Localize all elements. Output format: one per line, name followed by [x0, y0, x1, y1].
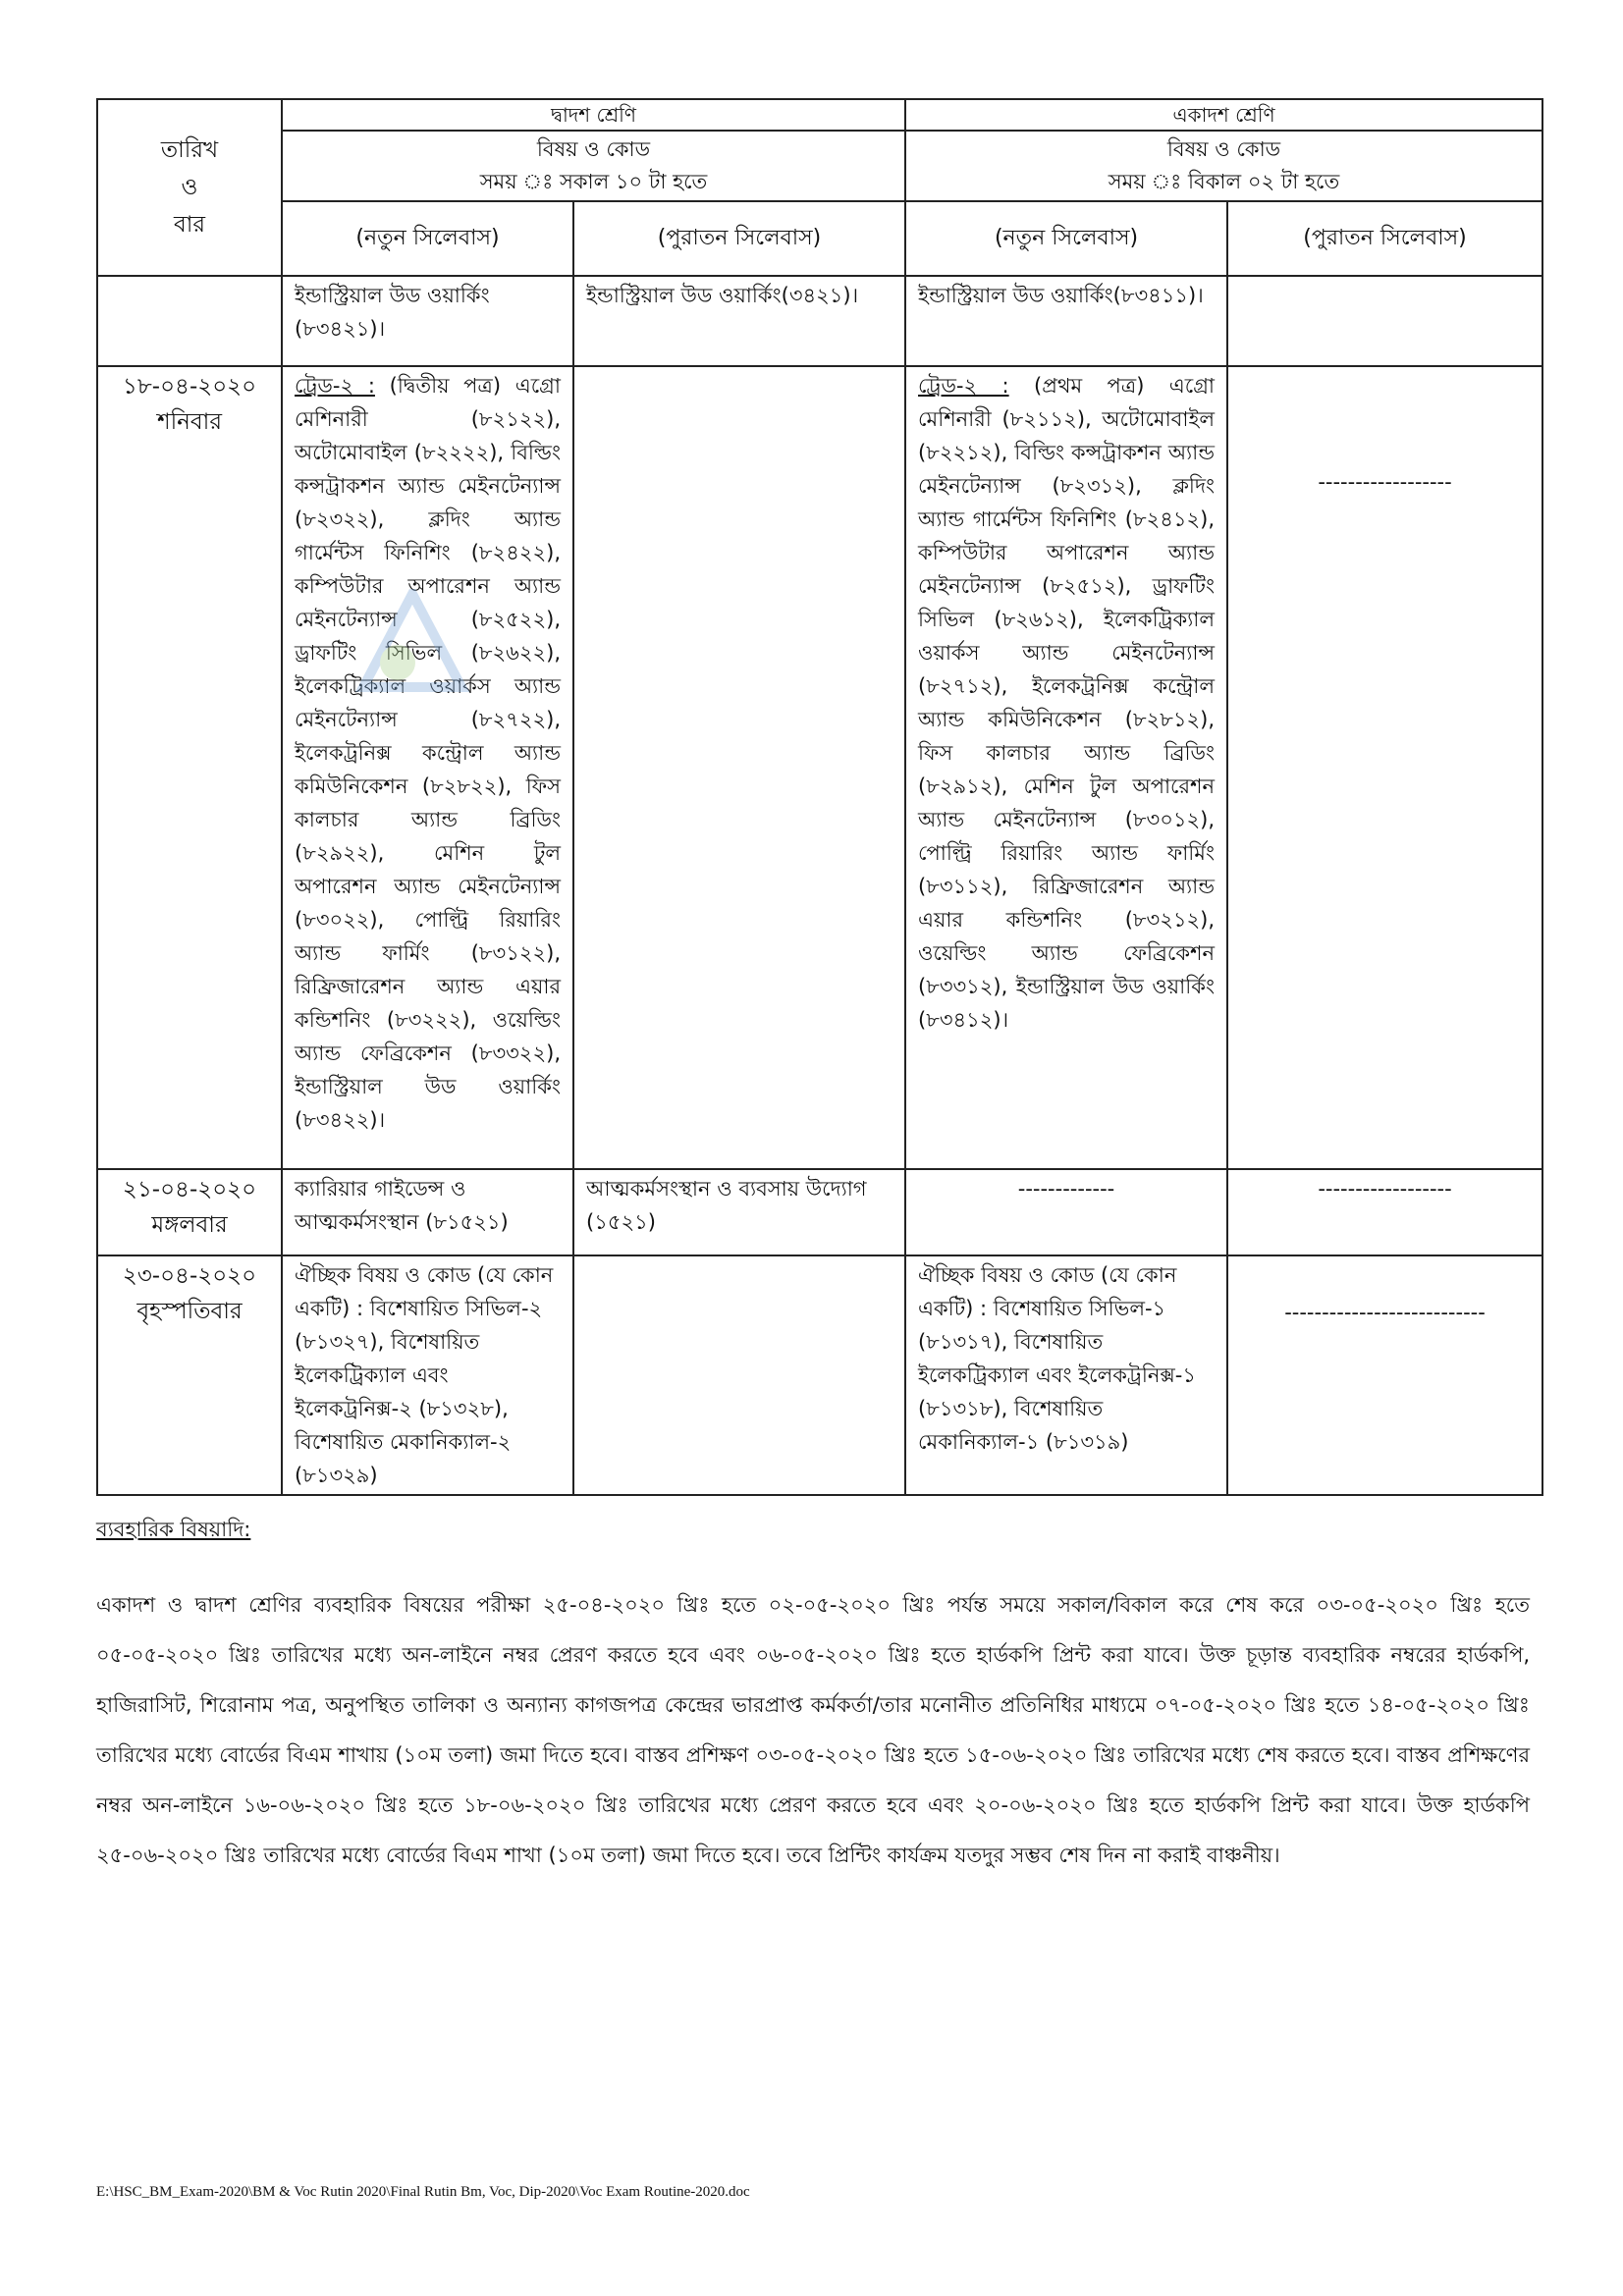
time-12-label: সময় ঃ সকাল ১০ টা হতে [479, 170, 708, 193]
header-row-subject [97, 131, 1542, 201]
exam-day: মঙ্গলবার [151, 1212, 228, 1238]
practical-text: একাদশ ও দ্বাদশ শ্রেণির ব্যবহারিক বিষয়ের পরীক্ষা ২৫-০৪-২০২০ খ্রিঃ হতে ০২-০৫-২০২০ খ্রিঃ পর্যন্ত সময়ে সকাল/বিকাল করে শেষ করে ০৩-০৫-২০২০ খ্রিঃ হতে ০৫-০৫-২০২০ খ্রিঃ তারিখের মধ্যে অন-লাইনে নম্বর প্রেরণ করতে হবে এবং ০৬-০৫-২০২০ খ্রিঃ হতে হার্ডকপি প্রিন্ট করা যাবে। উক্ত চূড়ান্ত ব্যবহারিক নম্বরের হার্ডকপি, হাজিরাসিট, শিরোনাম পত্র, অনুপস্থিত তালিকা ও অন্যান্য কাগজপত্র কেন্দ্রের ভারপ্রাপ্ত কর্মকর্তা/তার মনোনীত প্রতিনিধির মাধ্যমে ০৭-০৫-২০২০ খ্রিঃ হতে ১৪-০৫-২০২০ খ্রিঃ তারিখের মধ্যে বোর্ডের বিএম শাখায় (১০ম তলা) জমা দিতে হবে। বাস্তব প্রশিক্ষণ ০৩-০৫-২০২০ খ্রিঃ হতে ১৫-০৬-২০২০ খ্রিঃ তারিখের মধ্যে শেষ করতে হবে। বাস্তব প্রশিক্ষণের নম্বর অন-লাইনে ১৬-০৬-২০২০ খ্রিঃ হতে ১৮-০৬-২০২০ খ্রিঃ তারিখের মধ্যে প্রেরণ করতে হবে এবং ২০-০৬-২০২০ খ্রিঃ হতে হার্ডকপি প্রিন্ট করা যাবে। উক্ত হার্ডকপি ২৫-০৬-২০২০ খ্রিঃ তারিখের মধ্যে বোর্ডের বিএম শাখা (১০ম তলা) জমা দিতে হবে। তবে প্রিন্টিং কার্যক্রম যতদুর সম্ভব শেষ দিন না করাই বাঞ্চনীয়। [96, 1593, 1530, 1867]
subject-code-label: বিষয় ও কোড [536, 137, 651, 161]
c12-old-cell-empty [573, 1255, 905, 1495]
class-11-header: একাদশ শ্রেণি [905, 99, 1542, 131]
practical-title: ব্যবহারিক বিষয়াদি: [96, 1518, 251, 1541]
header-row-class [97, 99, 1542, 131]
date-cell [97, 366, 282, 1169]
exam-date: ১৮-০৪-২০২০ [122, 374, 257, 400]
c12-old-cell: ইন্ডাস্ট্রিয়াল উড ওয়ার্কিং(৩৪২১)। [573, 276, 905, 366]
c12-new-cell [282, 366, 573, 1169]
c11-old-cell-dash: ------------------ [1227, 366, 1542, 1169]
trade-label: ট্রেড-২ : [295, 374, 375, 398]
c12-new-cell: ঐচ্ছিক বিষয় ও কোড (যে কোন একটি) : বিশেষায়িত সিভিল-২ (৮১৩২৭), বিশেষায়িত ইলেকট্রিক্যাল এবং ইলেকট্রনিক্স-২ (৮১৩২৮), বিশেষায়িত মেকানিক্যাল-২ (৮১৩২৯) [282, 1255, 573, 1495]
table-row [97, 1169, 1542, 1255]
exam-date: ২৩-০৪-২০২০ [122, 1263, 257, 1289]
exam-date: ২১-০৪-২০২০ [122, 1177, 257, 1202]
c12-old-syllabus-header: (পুরাতন সিলেবাস) [573, 201, 905, 276]
table-row [97, 1255, 1542, 1495]
c11-old-cell-dash: ------------------ [1227, 1169, 1542, 1255]
subject-list: এগ্রো মেশিনারী (৮২১২২), অটোমোবাইল (৮২২২২), বিল্ডিং কন্সট্রাকশন অ্যান্ড মেইনটেন্যান্স (৮২৩২২), ক্লদিং অ্যান্ড গার্মেন্টস ফিনিশিং (৮২৪২২), কম্পিউটার অপারেশন অ্যান্ড মেইনটেন্যান্স (৮২৫২২), ড্রাফটিং সিভিল (৮২৬২২), ইলেকট্রিক্যাল ওয়ার্কস অ্যান্ড মেইনটেন্যান্স (৮২৭২২), ইলেকট্রনিক্স কন্ট্রোল অ্যান্ড কমিউনিকেশন (৮২৮২২), ফিস কালচার অ্যান্ড ব্রিডিং (৮২৯২২), মেশিন টুল অপারেশন অ্যান্ড মেইনটেন্যান্স (৮৩০২২), পোল্ট্রি রিয়ারিং অ্যান্ড ফার্মিং (৮৩১২২), রিফ্রিজারেশন অ্যান্ড এয়ার কন্ডিশনিং (৮৩২২২), ওয়েল্ডিং অ্যান্ড ফেব্রিকেশন (৮৩৩২২), ইন্ডাস্ট্রিয়াল উড ওয়ার্কিং (৮৩৪২২)। [295, 374, 561, 1132]
watermark-logo-icon [353, 589, 471, 697]
exam-day: শনিবার [156, 409, 223, 435]
date-day-header [97, 99, 282, 276]
class-12-subject-time [282, 131, 905, 201]
table-row [97, 366, 1542, 1169]
exam-day: বৃহস্পতিবার [136, 1299, 243, 1324]
c11-new-cell-dash: ------------- [905, 1169, 1227, 1255]
c12-new-cell: ক্যারিয়ার গাইডেন্স ও আত্মকর্মসংস্থান (৮১৫২১) [282, 1169, 573, 1255]
table-row [97, 276, 1542, 366]
c11-new-syllabus-header: (নতুন সিলেবাস) [905, 201, 1227, 276]
c12-new-cell: ইন্ডাস্ট্রিয়াল উড ওয়ার্কিং (৮৩৪২১)। [282, 276, 573, 366]
date-cell [97, 1169, 282, 1255]
c12-old-cell-empty [573, 366, 905, 1169]
and-label: ও [181, 175, 198, 200]
c11-new-cell: ইন্ডাস্ট্রিয়াল উড ওয়ার্কিং(৮৩৪১১)। [905, 276, 1227, 366]
trade-label: ট্রেড-২ : [918, 374, 1009, 398]
subject-list: এগ্রো মেশিনারী (৮২১১২), অটোমোবাইল (৮২২১২), বিল্ডিং কন্সট্রাকশন অ্যান্ড মেইনটেন্যান্স (৮২৩১২), ক্লদিং অ্যান্ড গার্মেন্টস ফিনিশিং (৮২৪১২), কম্পিউটার অপারেশন অ্যান্ড মেইনটেন্যান্স (৮২৫১২), ড্রাফটিং সিভিল (৮২৬১২), ইলেকট্রিক্যাল ওয়ার্কস অ্যান্ড মেইনটেন্যান্স (৮২৭১২), ইলেকট্রনিক্স কন্ট্রোল অ্যান্ড কমিউনিকেশন (৮২৮১২), ফিস কালচার অ্যান্ড ব্রিডিং (৮২৯১২), মেশিন টুল অপারেশন অ্যান্ড মেইনটেন্যান্স (৮৩০১২), পোল্ট্রি রিয়ারিং অ্যান্ড ফার্মিং (৮৩১১২), রিফ্রিজারেশন অ্যান্ড এয়ার কন্ডিশনিং (৮৩২১২), ওয়েল্ডিং অ্যান্ড ফেব্রিকেশন (৮৩৩১২), ইন্ডাস্ট্রিয়াল উড ওয়ার্কিং (৮৩৪১২)। [918, 374, 1216, 1032]
paper-label: (প্রথম পত্র) [1008, 374, 1145, 398]
c11-old-cell-dash: --------------------------- [1227, 1255, 1542, 1495]
c11-old-cell-empty [1227, 276, 1542, 366]
header-row-syllabus [97, 201, 1542, 276]
document-path: E:\HSC_BM_Exam-2020\BM & Voc Rutin 2020\Final Rutin Bm, Voc, Dip-2020\Voc Exam Routine-2020.doc [96, 2184, 750, 2200]
c11-new-cell: ঐচ্ছিক বিষয় ও কোড (যে কোন একটি) : বিশেষায়িত সিভিল-১ (৮১৩১৭), বিশেষায়িত ইলেকট্রিক্যাল এবং ইলেকট্রনিক্স-১ (৮১৩১৮), বিশেষায়িত মেকানিক্যাল-১ (৮১৩১৯) [905, 1255, 1227, 1495]
date-cell [97, 1255, 282, 1495]
subject-code-label: বিষয় ও কোড [1166, 137, 1281, 161]
paper-label: (দ্বিতীয় পত্র) [374, 374, 502, 398]
c12-old-cell: আত্মকর্মসংস্থান ও ব্যবসায় উদ্যোগ (১৫২১) [573, 1169, 905, 1255]
class-11-subject-time [905, 131, 1542, 201]
c11-old-syllabus-header: (পুরাতন সিলেবাস) [1227, 201, 1542, 276]
c12-new-syllabus-header: (নতুন সিলেবাস) [282, 201, 573, 276]
c11-new-cell [905, 366, 1227, 1169]
date-cell-empty [97, 276, 282, 366]
exam-routine-table [96, 98, 1543, 1496]
date-label: তারিখ [160, 137, 219, 163]
day-label: বার [173, 212, 206, 238]
time-11-label: সময় ঃ বিকাল ০২ টা হতে [1108, 170, 1340, 193]
class-12-header: দ্বাদশ শ্রেণি [282, 99, 905, 131]
